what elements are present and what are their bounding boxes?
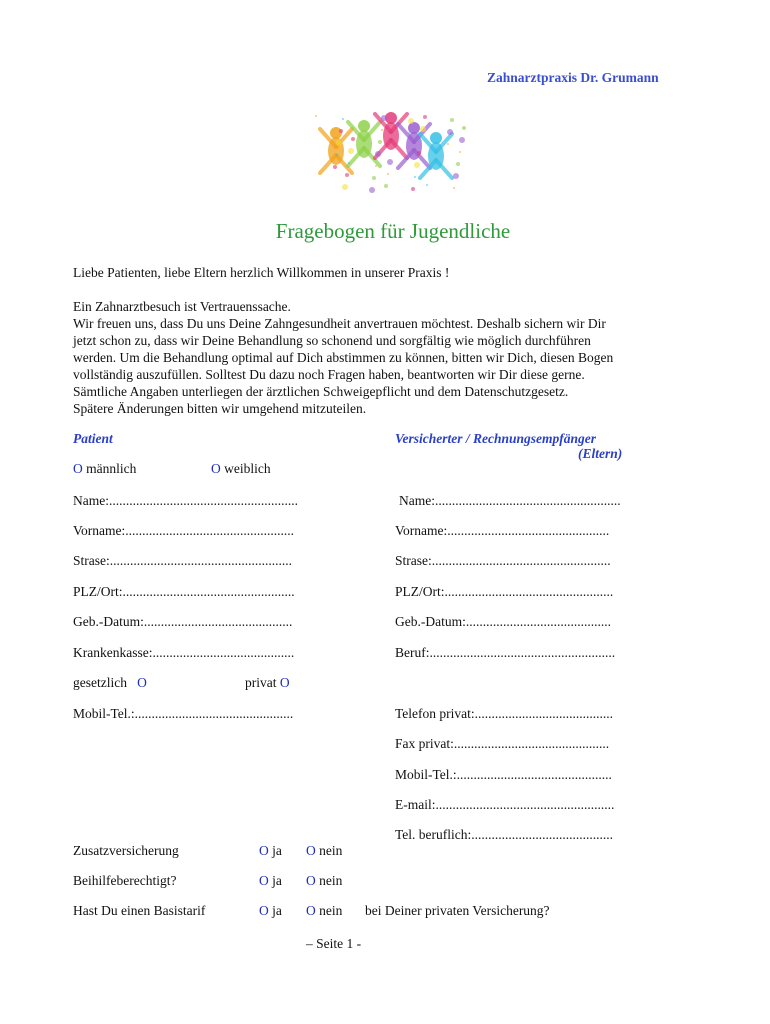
payer-birthdate-field[interactable]: Geb.-Datum:........................................... bbox=[395, 614, 611, 629]
intro-line: Sämtliche Angaben unterliegen der ärztlichen Schweigepflicht und dem Datenschutzgesetz. bbox=[73, 384, 569, 399]
gender-female-option[interactable] bbox=[211, 461, 271, 477]
payer-phone-private-field[interactable]: Telefon privat:......................................... bbox=[395, 706, 614, 721]
patient-street-field[interactable]: Strase:...................................................... bbox=[73, 553, 292, 568]
radio-circle-icon: O bbox=[259, 903, 269, 918]
paint-splash-dot bbox=[342, 184, 348, 190]
paint-splash-dot bbox=[420, 126, 426, 132]
paint-splash-dot bbox=[417, 151, 421, 155]
paint-splash-dot bbox=[336, 140, 342, 146]
paint-splash-dot bbox=[423, 115, 427, 119]
paint-splash-dot bbox=[375, 151, 381, 157]
payer-subheading: (Eltern) bbox=[578, 446, 623, 461]
paint-splash-dot bbox=[456, 162, 460, 166]
paint-splash-dot bbox=[408, 118, 414, 124]
question-label: Beihilfeberechtigt? bbox=[73, 873, 177, 888]
page-title: Fragebogen für Jugendliche bbox=[275, 219, 511, 243]
paint-splash-dot bbox=[462, 126, 466, 130]
paint-splash-dot bbox=[315, 115, 317, 117]
gender-male-option[interactable] bbox=[73, 461, 136, 477]
insurance-statutory-option[interactable] bbox=[73, 675, 147, 691]
question-label: Hast Du einen Basistarif bbox=[73, 903, 206, 918]
intro-line: Ein Zahnarztbesuch ist Vertrauenssache. bbox=[73, 299, 291, 314]
paint-splash-dot bbox=[453, 187, 455, 189]
paint-splash-dot bbox=[408, 132, 410, 134]
paint-splash-dot bbox=[459, 151, 461, 153]
page-number: – Seite 1 - bbox=[306, 936, 362, 951]
radio-circle-icon: O bbox=[211, 461, 221, 476]
paint-splash-dot bbox=[387, 159, 393, 165]
radio-circle-icon: O bbox=[306, 903, 316, 918]
intro-line: Spätere Änderungen bitten wir umgehend mitzuteilen. bbox=[73, 401, 367, 416]
intro-line: Wir freuen uns, dass Du uns Deine Zahngesundheit anvertrauen möchtest. Deshalb sichern wir Dir bbox=[73, 316, 606, 331]
paint-splash-dot bbox=[369, 187, 375, 193]
answer-no-label: nein bbox=[319, 903, 343, 918]
payer-heading: Versicherter / Rechnungsempfänger bbox=[395, 431, 597, 446]
intro-line: vollständig auszufüllen. Solltest Du dazu noch Fragen haben, beantworten wir Dir diese gerne. bbox=[73, 367, 585, 382]
gender-female-label: weiblich bbox=[224, 461, 271, 476]
patient-health-insurance-field[interactable]: Krankenkasse:.......................................... bbox=[73, 645, 295, 660]
paint-splash-dot bbox=[336, 154, 338, 156]
paint-splash-dot bbox=[351, 137, 355, 141]
paint-splash-dot bbox=[348, 162, 350, 164]
intro-line: jetzt schon zu, dass wir Deine Behandlung so schonend und sorgfältig wie möglich durchführen bbox=[73, 333, 591, 348]
radio-circle-icon: O bbox=[73, 461, 83, 476]
payer-occupation-field[interactable]: Beruf:....................................................... bbox=[395, 645, 616, 660]
answer-yes-option[interactable] bbox=[259, 903, 282, 919]
gender-male-label: männlich bbox=[86, 461, 137, 476]
insurance-private-label: privat bbox=[245, 675, 277, 690]
answer-no-option[interactable] bbox=[306, 873, 342, 889]
jumping-kids-logo bbox=[296, 106, 476, 201]
answer-yes-option[interactable] bbox=[259, 843, 282, 859]
answer-yes-option[interactable] bbox=[259, 873, 282, 889]
paint-splash-dot bbox=[378, 140, 382, 144]
paint-splash-dot bbox=[411, 187, 415, 191]
intro-line: werden. Um die Behandlung optimal auf Dich abstimmen zu können, bitten wir Dich, diesen Bogen bbox=[73, 350, 614, 365]
payer-firstname-field[interactable]: Vorname:................................................ bbox=[395, 523, 610, 538]
payer-fax-private-field[interactable]: Fax privat:.............................................. bbox=[395, 736, 610, 751]
question-extra-text: bei Deiner privaten Versicherung? bbox=[365, 903, 550, 918]
paint-splash-dot bbox=[414, 176, 416, 178]
paint-splash-dot bbox=[420, 140, 422, 142]
paint-splash-dot bbox=[348, 148, 354, 154]
payer-mobile-field[interactable]: Mobil-Tel.:.............................................. bbox=[395, 767, 612, 782]
paint-splash-dot bbox=[450, 118, 454, 122]
paint-splash-dot bbox=[345, 173, 349, 177]
payer-email-field[interactable]: E-mail:..................................................... bbox=[395, 797, 615, 812]
paint-splash-dot bbox=[387, 173, 389, 175]
insurance-statutory-label: gesetzlich bbox=[73, 675, 127, 690]
paint-splash-dot bbox=[375, 165, 377, 167]
answer-no-option[interactable] bbox=[306, 903, 342, 919]
payer-zip-city-field[interactable]: PLZ/Ort:.................................................. bbox=[395, 584, 614, 599]
paint-splash-dot bbox=[426, 184, 428, 186]
practice-name: Zahnarztpraxis Dr. Grumann bbox=[487, 70, 659, 85]
radio-circle-icon: O bbox=[279, 675, 290, 690]
intro-paragraph bbox=[73, 298, 713, 417]
radio-circle-icon: O bbox=[306, 843, 316, 858]
paint-splash-dot bbox=[333, 165, 337, 169]
radio-circle-icon: O bbox=[259, 873, 269, 888]
paint-splash-dot bbox=[339, 129, 343, 133]
paint-splash-dot bbox=[372, 176, 376, 180]
answer-yes-label: ja bbox=[272, 843, 282, 858]
answer-no-label: nein bbox=[319, 873, 343, 888]
radio-circle-icon: O bbox=[137, 675, 147, 690]
payer-name-field[interactable]: Name:....................................................... bbox=[399, 493, 621, 508]
patient-birthdate-field[interactable]: Geb.-Datum:............................................ bbox=[73, 614, 293, 629]
answer-yes-label: ja bbox=[272, 903, 282, 918]
answer-no-option[interactable] bbox=[306, 843, 342, 859]
question-label: Zusatzversicherung bbox=[73, 843, 179, 858]
paint-splash-dot bbox=[381, 115, 387, 121]
paint-splash-dot bbox=[459, 137, 465, 143]
patient-firstname-field[interactable]: Vorname:.................................................. bbox=[73, 523, 294, 538]
paint-splash-dot bbox=[381, 129, 383, 131]
paint-splash-dot bbox=[453, 173, 459, 179]
payer-phone-work-field[interactable]: Tel. beruflich:.......................................... bbox=[395, 827, 614, 842]
paint-splash-dot bbox=[447, 143, 449, 145]
paint-splash-dot bbox=[342, 118, 344, 120]
answer-no-label: nein bbox=[319, 843, 343, 858]
patient-heading: Patient bbox=[73, 431, 113, 446]
patient-mobile-field[interactable]: Mobil-Tel.:............................................... bbox=[73, 706, 294, 721]
patient-name-field[interactable]: Name:........................................................ bbox=[73, 493, 298, 508]
paint-splash-dot bbox=[447, 129, 453, 135]
answer-yes-label: ja bbox=[272, 873, 282, 888]
radio-circle-icon: O bbox=[306, 873, 316, 888]
payer-street-field[interactable]: Strase:..................................................... bbox=[395, 553, 611, 568]
patient-zip-city-field[interactable]: PLZ/Ort:................................................... bbox=[73, 584, 295, 599]
paint-splash-dot bbox=[414, 162, 420, 168]
insurance-private-option[interactable] bbox=[245, 675, 290, 691]
greeting-text: Liebe Patienten, liebe Eltern herzlich Willkommen in unserer Praxis ! bbox=[73, 265, 450, 280]
paint-splash-dot bbox=[384, 184, 388, 188]
radio-circle-icon: O bbox=[259, 843, 269, 858]
